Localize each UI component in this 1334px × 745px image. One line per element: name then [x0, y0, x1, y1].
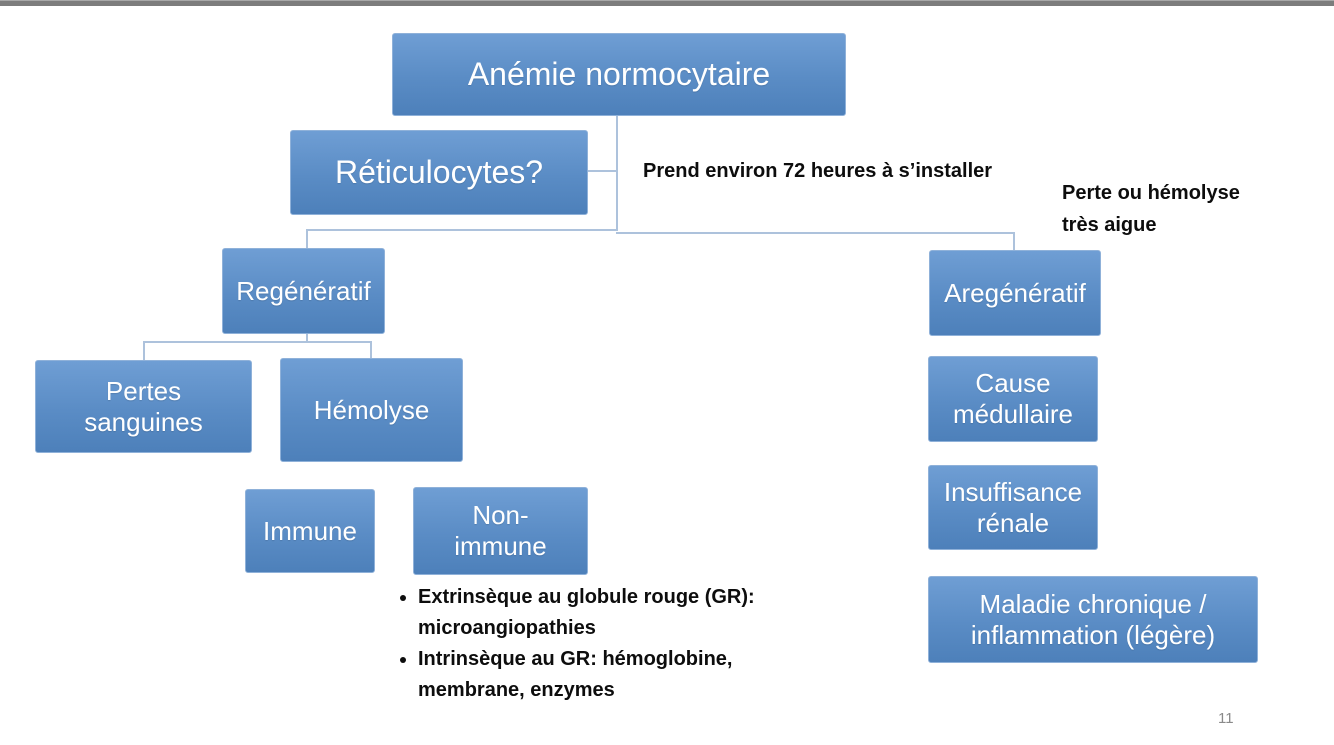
node-anemie-normocytaire [392, 33, 846, 116]
connector-hemolyse-drop [370, 341, 372, 359]
connector-pertes-drop [143, 341, 145, 361]
slide-top-bar [0, 0, 1334, 6]
node-label: Hémolyse [313, 394, 430, 425]
node-cause-medullaire [928, 356, 1098, 442]
node-label: Anémie normocytaire [467, 55, 771, 92]
page-number: 11 [1218, 710, 1234, 727]
annotation-install-time: Prend environ 72 heures à s’installer [643, 160, 993, 182]
bullet-item-extrinseque: • Extrinsèque au globule rouge (GR): microangiopathies [418, 582, 770, 644]
node-label: Maladie chronique / inflammation (légère) [970, 588, 1216, 650]
bullet-list [362, 582, 818, 706]
connector-right-horizontal [616, 232, 1015, 234]
connector-sub-horizontal [143, 341, 372, 343]
connector-regeneratif-drop [306, 229, 308, 249]
connector-left-horizontal [306, 229, 618, 231]
node-non-immune [413, 487, 588, 575]
bullet-item-intrinseque: • Intrinsèque au GR: hémoglobine, membrane, enzymes [418, 644, 770, 706]
connector-root-vertical [616, 116, 618, 231]
node-label: Cause médullaire [953, 368, 1073, 429]
node-label: Pertes sanguines [84, 375, 203, 437]
annotation-perte-hemolyse: Perte ou hémolyse très aigue [1062, 182, 1240, 236]
node-pertes-sanguines [35, 360, 252, 453]
node-hemolyse [280, 358, 463, 462]
node-label: Réticulocytes? [334, 153, 544, 190]
node-maladie-chronique [928, 576, 1258, 663]
node-immune [245, 489, 375, 573]
node-reticulocytes [290, 130, 588, 215]
node-label: Non-immune [454, 500, 547, 561]
node-label: Insuffisance rénale [943, 476, 1083, 538]
connector-aregeneratif-drop [1013, 232, 1015, 251]
connector-reticulocytes [588, 170, 616, 172]
node-regeneratif [222, 248, 385, 334]
node-insuffisance-renale [928, 465, 1098, 550]
node-label: Regénératif [236, 275, 371, 306]
node-aregeneratif [929, 250, 1101, 336]
node-label: Immune [263, 515, 357, 546]
node-label: Aregénératif [944, 277, 1086, 308]
